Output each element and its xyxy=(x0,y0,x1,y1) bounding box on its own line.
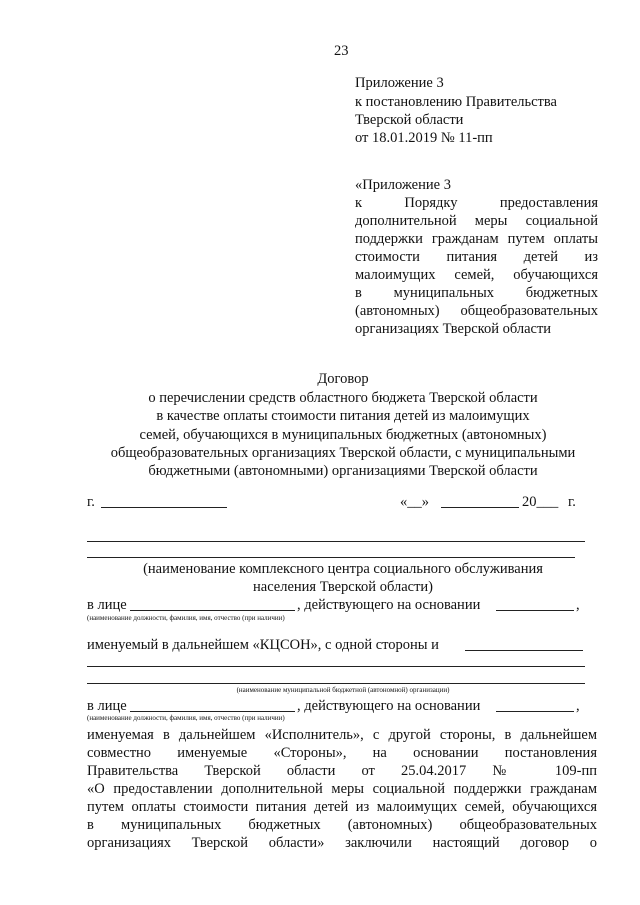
year-prefix: 20___ xyxy=(522,494,559,510)
basis-blank xyxy=(496,610,574,611)
center-name-caption: населения Тверской области) xyxy=(253,579,433,595)
title-line: о перечислении средств областного бюджета Тверской области xyxy=(148,390,538,406)
center-name-caption: (наименование комплексного центра социального обслуживания xyxy=(143,561,543,577)
paragraph-line: в муниципальных бюджетных (автономных) общеобразовательных xyxy=(87,817,597,833)
acting-basis-label: , действующего на основании xyxy=(297,698,481,714)
org-hint: (наименование муниципальной бюджетной (автономной) организации) xyxy=(236,686,450,694)
title-line: общеобразовательных организациях Тверской области, с муниципальными xyxy=(110,445,576,461)
paragraph-line: совместно именуемые «Стороны», на основании постановления xyxy=(87,745,597,761)
paragraph-line: организациях Тверской области» заключили настоящий договор о xyxy=(87,835,597,851)
appendix-line: (автономных) общеобразовательных xyxy=(355,303,598,319)
header-line: Тверской области xyxy=(355,112,464,128)
title-line: семей, обучающихся в муниципальных бюджетных (автономных) xyxy=(139,427,547,443)
position-hint: (наименование должности, фамилия, имя, отчество (при наличии) xyxy=(87,614,285,622)
org-blank xyxy=(465,650,583,651)
representative-blank xyxy=(130,610,295,611)
org-blank xyxy=(87,666,585,667)
position-hint: (наименование должности, фамилия, имя, отчество (при наличии) xyxy=(87,714,285,722)
title-line: бюджетными (автономными) организациями Тверской области xyxy=(148,463,538,479)
acting-basis-label: , действующего на основании xyxy=(297,597,481,613)
appendix-line: малоимущих семей, обучающихся xyxy=(355,267,598,283)
appendix-line: в муниципальных бюджетных xyxy=(355,285,598,301)
city-prefix: г. xyxy=(87,494,95,510)
month-blank xyxy=(441,507,519,508)
paragraph-line: Правительства Тверской области от 25.04.2017 № 109-пп xyxy=(87,763,597,779)
title-line: в качестве оплаты стоимости питания детей из малоимущих xyxy=(156,408,530,424)
representative-blank xyxy=(130,711,295,712)
paragraph-line: «О предоставлении дополнительной меры социальной поддержки гражданам xyxy=(87,781,597,797)
page-number: 23 xyxy=(334,43,349,59)
title-line: Договор xyxy=(317,371,369,387)
basis-blank xyxy=(496,711,574,712)
appendix-line: организациях Тверской области xyxy=(355,321,552,337)
paragraph-line: именуемая в дальнейшем «Исполнитель», с другой стороны, в дальнейшем xyxy=(87,727,597,743)
in-person-label: в лице xyxy=(87,698,127,714)
in-person-label: в лице xyxy=(87,597,127,613)
paragraph-line: путем оплаты стоимости питания детей из малоимущих семей, обучающихся xyxy=(87,799,597,815)
city-blank xyxy=(101,507,227,508)
year-suffix: г. xyxy=(568,494,576,510)
appendix-line: «Приложение 3 xyxy=(355,177,451,193)
appendix-line: дополнительной меры социальной xyxy=(355,213,598,229)
kcson-text: именуемый в дальнейшем «КЦСОН», с одной стороны и xyxy=(87,637,439,653)
header-line: к постановлению Правительства xyxy=(355,94,557,110)
appendix-line: к Порядку предоставления xyxy=(355,195,598,211)
appendix-line: поддержки гражданам путем оплаты xyxy=(355,231,598,247)
center-name-blank xyxy=(87,541,585,542)
comma: , xyxy=(576,597,580,613)
header-line: Приложение 3 xyxy=(355,75,444,91)
center-name-blank xyxy=(87,557,575,558)
comma: , xyxy=(576,698,580,714)
date-open: «__» xyxy=(400,494,429,510)
header-line: от 18.01.2019 № 11-пп xyxy=(355,130,493,146)
org-blank xyxy=(87,683,585,684)
appendix-line: стоимости питания детей из xyxy=(355,249,598,265)
